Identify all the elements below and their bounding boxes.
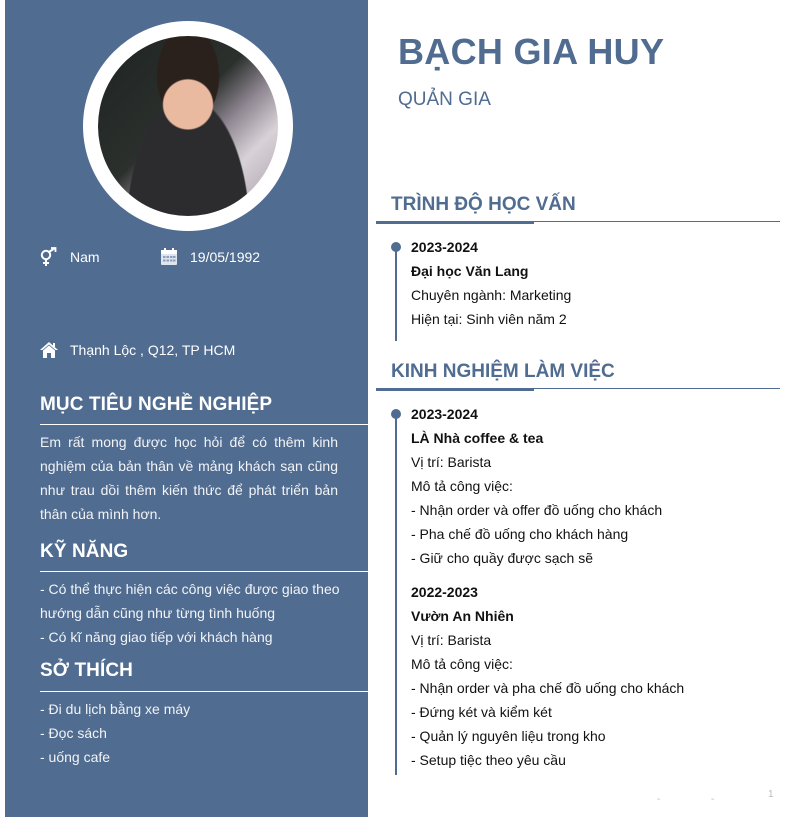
- experience-task: - Pha chế đồ uống cho khách hàng: [411, 526, 629, 542]
- education-heading: TRÌNH ĐỘ HỌC VẤN: [391, 194, 576, 215]
- education-timeline: [395, 246, 397, 341]
- sidebar: [5, 0, 368, 817]
- skills-heading: KỸ NĂNG: [40, 541, 129, 562]
- footer-dash: -: [711, 794, 715, 805]
- experience-task: - Setup tiệc theo yêu cầu: [411, 752, 566, 768]
- education-school: Đại học Văn Lang: [411, 263, 529, 279]
- experience-task: - Quản lý nguyên liệu trong kho: [411, 728, 606, 744]
- address-row: [38, 340, 235, 360]
- experience-position: Vị trí: Barista: [411, 454, 492, 470]
- skill-item: - Có kĩ năng giao tiếp với khách hàng: [40, 629, 273, 645]
- education-period: 2023-2024: [411, 239, 478, 255]
- skills-divider: [40, 571, 373, 572]
- experience-task: - Nhận order và pha chế đồ uống cho khách: [411, 680, 685, 696]
- candidate-role: QUẢN GIA: [398, 89, 491, 110]
- experience-company: LÀ Nhà coffee & tea: [411, 430, 544, 446]
- birthdate-value: 19/05/1992: [190, 249, 261, 265]
- experience-position: Vị trí: Barista: [411, 632, 492, 648]
- experience-company: Vườn An Nhiên: [411, 608, 514, 624]
- hobbies-heading: SỞ THÍCH: [40, 660, 134, 681]
- experience-task: - Đứng két và kiểm két: [411, 704, 552, 720]
- home-icon: [38, 340, 60, 360]
- gender-value: Nam: [70, 249, 100, 265]
- footer-dash: -: [657, 794, 661, 805]
- hobby-item: - Đi du lịch bằng xe máy: [40, 701, 191, 717]
- avatar: [98, 36, 278, 216]
- timeline-dot: [391, 242, 401, 252]
- objective-divider: [40, 424, 373, 425]
- objective-heading: MỤC TIÊU NGHỀ NGHIỆP: [40, 394, 273, 415]
- education-entry: [411, 235, 571, 331]
- hobby-item: - uống cafe: [40, 749, 111, 765]
- experience-divider-accent: [376, 388, 534, 391]
- experience-period: 2023-2024: [411, 406, 478, 422]
- experience-task: - Giữ cho quầy được sạch sẽ: [411, 550, 593, 566]
- gender-icon: [38, 247, 60, 267]
- experience-period: 2022-2023: [411, 584, 478, 600]
- hobby-item: - Đọc sách: [40, 725, 107, 741]
- education-status: Hiện tại: Sinh viên năm 2: [411, 311, 567, 327]
- timeline-dot: [391, 409, 401, 419]
- page-number: 1: [768, 789, 774, 800]
- experience-desc-label: Mô tả công việc:: [411, 656, 513, 672]
- candidate-name: BẠCH GIA HUY: [398, 31, 665, 72]
- hobbies-list: [40, 697, 340, 769]
- education-major: Chuyên ngành: Marketing: [411, 287, 572, 303]
- experience-timeline: [395, 413, 397, 775]
- skill-item: - Có thể thực hiện các công việc được giao theo hướng dẫn cũng như từng tình huống: [40, 581, 340, 621]
- experience-heading: KINH NGHIỆM LÀM VIỆC: [391, 361, 615, 382]
- calendar-icon: [158, 247, 180, 267]
- address-value: Thạnh Lộc , Q12, TP HCM: [70, 342, 236, 358]
- hobbies-divider: [40, 691, 373, 692]
- experience-task: - Nhận order và offer đồ uống cho khách: [411, 502, 663, 518]
- experience-desc-label: Mô tả công việc:: [411, 478, 513, 494]
- experience-entry: [411, 580, 684, 772]
- gender-row: [38, 247, 100, 267]
- education-divider-accent: [376, 221, 534, 224]
- birthdate-row: [158, 247, 260, 267]
- objective-text: Em rất mong được học hỏi để có thêm kinh nghiệm của bản thân về mảng khách sạn cũng như trau dồi thêm kiến thức để phát triển bản thân của mình hơn.: [40, 434, 338, 522]
- experience-entry: [411, 402, 662, 570]
- skills-list: [40, 577, 345, 649]
- avatar-frame: [83, 21, 293, 231]
